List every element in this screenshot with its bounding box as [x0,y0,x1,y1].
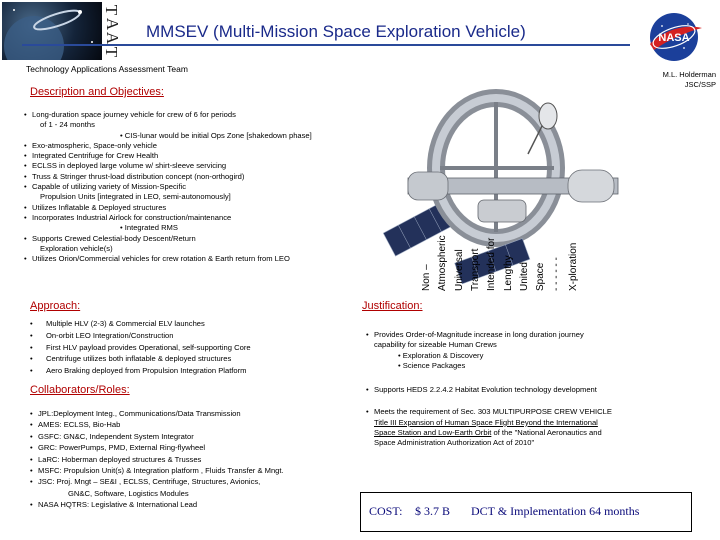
justification-text: Provides Order-of-Magnitude increase in long duration journey [374,330,584,339]
approach-heading: Approach: [30,300,81,312]
approach-item: • Multiple HLV (2-3) & Commercial ELV launches [30,318,350,330]
justification-point-1: • Provides Order-of-Magnitude increase in long duration journey capability for sizeable Human Crews • Exploration & Discovery • Science Packages [366,330,706,371]
description-item: • Capable of utilizing variety of Mission-Specific [24,182,369,192]
collaborator-item: • LaRC: Hoberman deployed structures & Trusses [30,454,350,465]
acronym-word: Space [535,262,547,291]
approach-item: • On-orbit LEO Integration/Construction [30,330,350,342]
description-item: • Exo-atmospheric, Space-only vehicle [24,141,369,151]
description-item: • Utilizes Orion/Commercial vehicles for crew rotation & Earth return from LEO [24,254,369,264]
logo-letter: T [102,46,122,58]
justification-link-text: Title III Expansion of Human Space Flight Beyond the International [374,417,598,427]
acronym-word: Intended for [486,237,498,291]
author-org: JSC/SSP [684,80,716,89]
taat-logo-image [2,2,102,60]
svg-text:NASA: NASA [658,32,690,44]
justification-text: Space Administration Authorization Act of 2010" [374,438,535,448]
collaborator-item: • NASA HQTRS: Legislative & International Lead [30,499,350,510]
logo-letter: T [102,4,122,16]
justification-sub: • Exploration & Discovery [398,350,484,360]
cost-box [360,492,692,532]
description-list [24,110,369,264]
collaborator-item: • JSC: Proj. Mngt – SE&I , ECLSS, Centrifuge, Structures, Avionics, [30,476,350,487]
description-item: • Utilizes Inflatable & Deployed structures [24,203,369,213]
justification-point-2: • Supports HEDS 2.2.4.2 Habitat Evolution technology development [366,385,706,395]
acronym-word: - - - - - - [551,257,563,291]
justification-block [366,330,706,449]
description-item: • Incorporates Industrial Airlock for construction/maintenance [24,213,369,223]
page-title: MMSEV (Multi-Mission Space Exploration Vehicle) [146,22,526,41]
spacecraft-illustration [368,82,634,292]
justification-text: Supports HEDS 2.2.4.2 Habitat Evolution technology development [374,385,597,395]
acronym-word: Non – [421,264,432,291]
justification-text: Meets the requirement of Sec. 303 MULTIPURPOSE CREW VEHICLE [374,407,612,417]
description-item: Propulsion Units [integrated in LEO, semi-autonomously] [40,192,231,202]
collaborator-item: GN&C, Software, Logistics Modules [68,488,189,498]
collaborator-item: • AMES: ECLSS, Bio-Hab [30,419,350,430]
team-subtitle: Technology Applications Assessment Team [26,64,188,74]
justification-text: of the "National Aeronautics and [491,428,602,438]
logo-letter: A [103,31,123,45]
justification-sub: • Science Packages [398,360,466,370]
acronym-word: Atmospheric [437,235,449,291]
cost-label: COST: [369,504,403,518]
taat-letters [104,2,126,58]
approach-item: • Centrifuge utilizes both inflatable & deployed structures [30,353,350,365]
description-item: • Integrated Centrifuge for Crew Health [24,151,369,161]
description-heading: Description and Objectives: [30,86,164,98]
collaborators-list [30,408,350,511]
collaborator-item: • MSFC: Propulsion Unit(s) & Integration platform , Fluids Transfer & Mngt. [30,465,350,476]
title-rule [22,44,630,46]
author-name: M.L. Holderman [662,70,716,79]
justification-point-3: • Meets the requirement of Sec. 303 MULTIPURPOSE CREW VEHICLE Title III Expansion of Human Space Flight Beyond the International Space Station and Low-Earth Orbit of the "National Aeronautics and Space Administration Authorization Act of 2010" [366,407,706,448]
collaborator-item: • JPL:Deployment Integ., Communications/Data Transmission [30,408,350,419]
approach-item: • Aero Braking deployed from Propulsion Integration Platform [30,365,350,377]
description-item: • Supports Crewed Celestial-body Descent/Return [24,234,369,244]
approach-item: • First HLV payload provides Operational, self-supporting Core [30,342,350,354]
acronym-word: Universal [453,249,465,291]
collaborator-item: • GRC: PowerPumps, PMD, External Ring-flywheel [30,442,350,453]
justification-link-text: Space Station and Low-Earth Orbit [374,428,492,438]
cost-amount: $ 3.7 B [415,504,451,518]
justification-line [374,428,706,438]
description-item: of 1 - 24 months [40,120,95,130]
cost-phase: DCT & Implementation 64 months [471,504,640,518]
acronym-word: United [518,262,530,291]
approach-list [30,318,350,377]
author-credit [640,70,716,90]
acronym-word: Lengthy [502,255,514,291]
acronym-word: X-ploration [567,242,579,291]
justification-text: capability for sizeable Human Crews [374,340,497,350]
justification-heading: Justification: [362,300,423,312]
description-item: • CIS-lunar would be initial Ops Zone [shakedown phase] [120,130,312,140]
logo-letter: A [103,17,123,31]
description-item: • Truss & Stringer thrust-load distribution concept (non-orthogird) [24,172,369,182]
acronym-word: Transport [469,248,481,291]
description-item: • Long-duration space journey vehicle for crew of 6 for periods [24,110,369,120]
description-item: • ECLSS in deployed large volume w/ shirt-sleeve servicing [24,161,369,171]
nasa-logo-icon [644,10,704,64]
collaborator-item: • GSFC: GN&C, Independent System Integrator [30,431,350,442]
description-item: • Integrated RMS [120,223,178,233]
collaborators-heading: Collaborators/Roles: [30,384,130,396]
description-item: Exploration vehicle(s) [40,243,113,253]
